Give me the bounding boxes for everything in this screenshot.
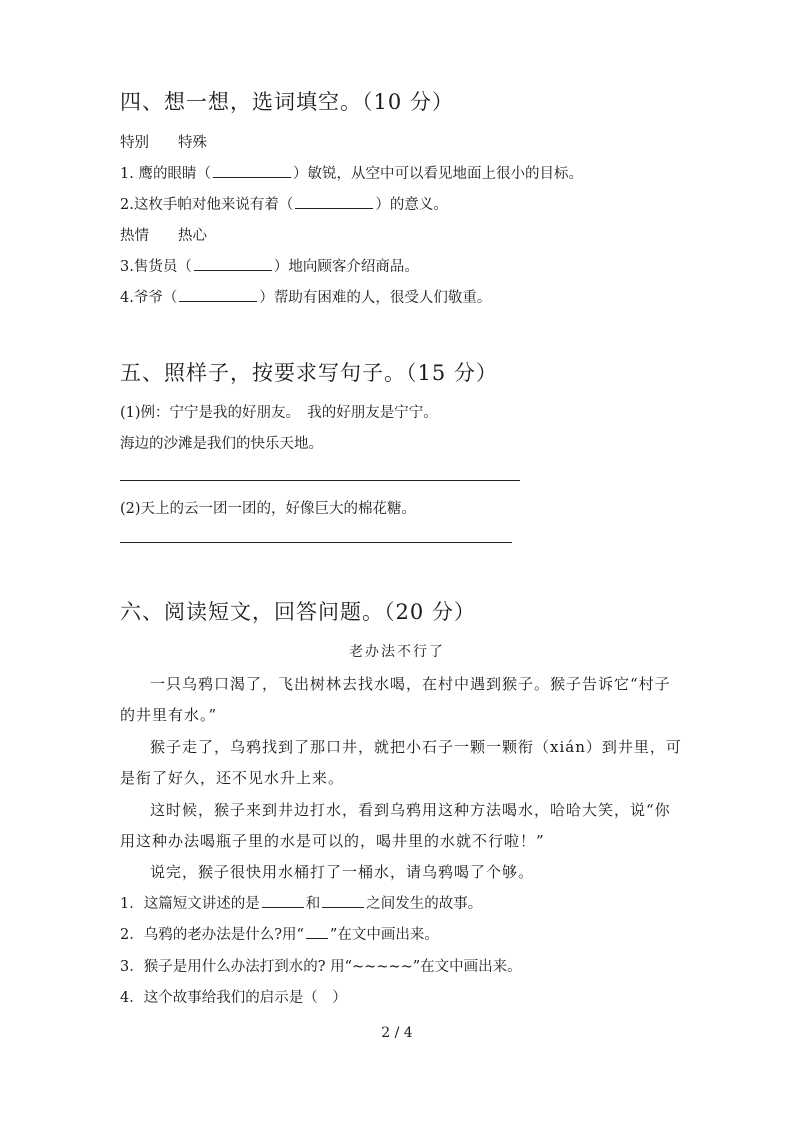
q1-suffix: ）敏锐，从空中可以看见地面上很小的目标。 xyxy=(292,166,583,182)
task1-sentence: 海边的沙滩是我们的快乐天地。 xyxy=(120,436,323,452)
q3-prefix: 3.售货员（ xyxy=(120,259,192,275)
task2-answer-line[interactable] xyxy=(120,542,512,543)
passage-para2-line1: 猴子走了，乌鸦找到了那口井，就把小石子一颗一颗衔（xián）到井里，可 xyxy=(150,738,682,756)
task1-answer-line[interactable] xyxy=(120,480,520,481)
s6q1-middle: 和 xyxy=(305,896,321,912)
passage-title: 老办法不行了 xyxy=(349,644,445,660)
section6-heading: 六、阅读短文，回答问题。（20 分） xyxy=(120,600,476,624)
s6q2-prefix: 2．乌鸦的老办法是什么?用“ xyxy=(120,927,304,943)
q4-prefix: 4.爷爷（ xyxy=(120,290,178,306)
q2-suffix: ）的意义。 xyxy=(375,197,448,213)
s6q1-blank-b[interactable] xyxy=(322,894,364,908)
word-choices-1: 特别 特殊 xyxy=(120,135,207,151)
task2-sentence: (2)天上的云一团一团的，好像巨大的棉花糖。 xyxy=(120,501,417,517)
q3-suffix: ）地向顾客介绍商品。 xyxy=(273,259,419,275)
q1-prefix: 1. 鹰的眼睛（ xyxy=(120,166,211,182)
passage-para3-line1: 这时候，猴子来到井边打水，看到乌鸦用这种方法喝水，哈哈大笑，说“你 xyxy=(150,801,671,819)
section4-question-2 xyxy=(120,193,448,214)
section4-question-4 xyxy=(120,286,491,307)
s6q1-prefix: 1．这篇短文讲述的是 xyxy=(120,896,260,912)
page-number: 2 / 4 xyxy=(381,1025,413,1041)
q2-blank[interactable] xyxy=(295,195,373,209)
section5-heading: 五、照样子，按要求写句子。（15 分） xyxy=(120,361,498,385)
section6-question-2 xyxy=(120,923,439,944)
q4-suffix: ）帮助有困难的人，很受人们敬重。 xyxy=(259,290,492,306)
s6q1-blank-a[interactable] xyxy=(262,894,304,908)
passage-para2-line2: 是衔了好久，还不见水升上来。 xyxy=(120,769,345,787)
q2-prefix: 2.这枚手帕对他来说有着（ xyxy=(120,197,294,213)
q1-blank[interactable] xyxy=(213,164,291,178)
section6-question-4: 4．这个故事给我们的启示是（ ） xyxy=(120,990,347,1006)
section4-question-3 xyxy=(120,255,419,276)
s6q1-suffix: 之间发生的故事。 xyxy=(366,896,483,912)
section4-heading: 四、想一想，选词填空。（10 分） xyxy=(120,90,454,114)
passage-para1-line1: 一只乌鸦口渴了，飞出树林去找水喝，在村中遇到猴子。猴子告诉它“村子 xyxy=(150,675,671,693)
word-choices-2: 热情 热心 xyxy=(120,228,207,244)
passage-para4-line1: 说完，猴子很快用水桶打了一桶水，请乌鸦喝了个够。 xyxy=(150,863,535,881)
section6-question-1 xyxy=(120,892,482,913)
example-sentence: (1)例：宁宁是我的好朋友。 我的好朋友是宁宁。 xyxy=(120,405,438,421)
s6q2-underline-mark xyxy=(306,925,328,939)
q4-blank[interactable] xyxy=(179,288,257,302)
q3-blank[interactable] xyxy=(194,257,272,271)
section4-question-1 xyxy=(120,162,583,183)
section6-question-3: 3．猴子是用什么办法打到水的? 用“~~~~~”在文中画出来。 xyxy=(120,959,522,975)
passage-para1-line2: 的井里有水。” xyxy=(120,706,218,724)
s6q2-suffix: ”在文中画出来。 xyxy=(329,927,439,943)
passage-para3-line2: 用这种办法喝瓶子里的水是可以的，喝井里的水就不行啦！” xyxy=(120,832,545,850)
